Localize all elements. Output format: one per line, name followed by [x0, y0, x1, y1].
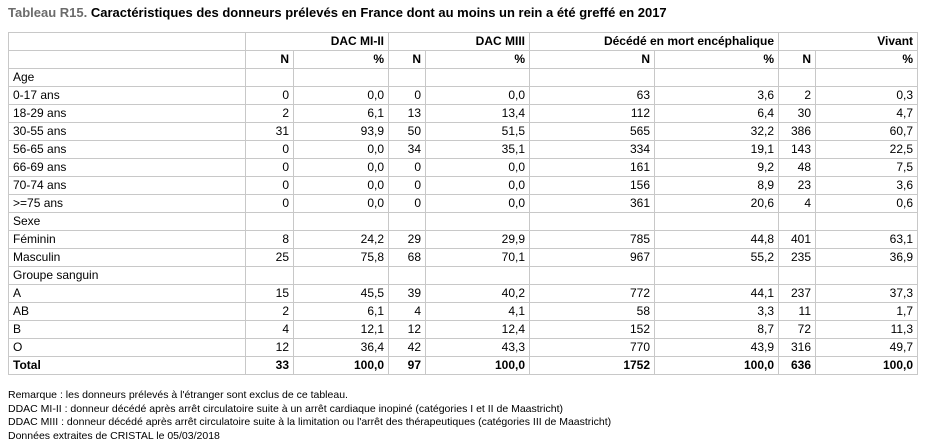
row-label: >=75 ans — [9, 195, 246, 213]
percent-cell: 29,9 — [426, 231, 530, 249]
count-cell: 636 — [779, 357, 816, 375]
percent-cell: 0,0 — [294, 195, 389, 213]
empty-cell — [246, 267, 294, 285]
row-label: Groupe sanguin — [9, 267, 246, 285]
percent-cell: 6,1 — [294, 303, 389, 321]
row-label: Sexe — [9, 213, 246, 231]
percent-cell: 43,9 — [655, 339, 779, 357]
empty-cell — [530, 267, 655, 285]
count-cell: 0 — [389, 177, 426, 195]
percent-cell: 44,1 — [655, 285, 779, 303]
count-cell: 63 — [530, 87, 655, 105]
count-cell: 39 — [389, 285, 426, 303]
percent-cell: 51,5 — [426, 123, 530, 141]
count-cell: 23 — [779, 177, 816, 195]
table-number: Tableau R15. — [8, 5, 88, 20]
percent-cell: 24,2 — [294, 231, 389, 249]
percent-cell: 7,5 — [816, 159, 918, 177]
row-label: B — [9, 321, 246, 339]
count-cell: 316 — [779, 339, 816, 357]
percent-cell: 0,0 — [426, 195, 530, 213]
subheader-pct: % — [655, 51, 779, 69]
count-cell: 0 — [246, 141, 294, 159]
percent-cell: 6,4 — [655, 105, 779, 123]
count-cell: 33 — [246, 357, 294, 375]
table-row — [9, 195, 918, 213]
count-cell: 770 — [530, 339, 655, 357]
table-row — [9, 87, 918, 105]
empty-cell — [779, 267, 816, 285]
group-header-vivant: Vivant — [779, 33, 918, 51]
percent-cell: 3,6 — [655, 87, 779, 105]
empty-cell — [655, 213, 779, 231]
table-row — [9, 123, 918, 141]
percent-cell: 13,4 — [426, 105, 530, 123]
empty-cell — [426, 213, 530, 231]
footnote-ddac-mi-ii: DDAC MI-II : donneur décédé après arrêt circulatoire suite à un arrêt cardiaque inopiné (catégories I et II de Maastricht) — [8, 402, 564, 415]
count-cell: 12 — [246, 339, 294, 357]
count-cell: 12 — [389, 321, 426, 339]
percent-cell: 0,0 — [294, 159, 389, 177]
row-label: Féminin — [9, 231, 246, 249]
percent-cell: 0,0 — [426, 87, 530, 105]
group-header-mort-encephalique: Décédé en mort encéphalique — [530, 33, 779, 51]
count-cell: 68 — [389, 249, 426, 267]
percent-cell: 100,0 — [294, 357, 389, 375]
empty-cell — [389, 267, 426, 285]
count-cell: 772 — [530, 285, 655, 303]
table-caption: Caractéristiques des donneurs prélevés en France dont au moins un rein a été greffé en 2017 — [90, 5, 667, 20]
table-row — [9, 105, 918, 123]
percent-cell: 6,1 — [294, 105, 389, 123]
row-label: A — [9, 285, 246, 303]
percent-cell: 0,0 — [426, 177, 530, 195]
count-cell: 0 — [246, 177, 294, 195]
donor-table — [8, 32, 918, 375]
percent-cell: 93,9 — [294, 123, 389, 141]
percent-cell: 70,1 — [426, 249, 530, 267]
table-row — [9, 141, 918, 159]
empty-cell — [294, 69, 389, 87]
row-label: 30-55 ans — [9, 123, 246, 141]
percent-cell: 22,5 — [816, 141, 918, 159]
group-header-dac-miii: DAC MIII — [389, 33, 530, 51]
percent-cell: 0,0 — [426, 159, 530, 177]
empty-cell — [530, 213, 655, 231]
empty-cell — [389, 69, 426, 87]
percent-cell: 32,2 — [655, 123, 779, 141]
row-label: AB — [9, 303, 246, 321]
subheader-pct: % — [816, 51, 918, 69]
subheader-row — [9, 51, 918, 69]
count-cell: 13 — [389, 105, 426, 123]
count-cell: 4 — [246, 321, 294, 339]
table-row — [9, 339, 918, 357]
percent-cell: 0,0 — [294, 177, 389, 195]
percent-cell: 12,4 — [426, 321, 530, 339]
percent-cell: 20,6 — [655, 195, 779, 213]
count-cell: 565 — [530, 123, 655, 141]
corner-cell — [9, 33, 246, 51]
table-body — [9, 33, 918, 375]
count-cell: 29 — [389, 231, 426, 249]
count-cell: 361 — [530, 195, 655, 213]
count-cell: 2 — [246, 105, 294, 123]
row-label: 56-65 ans — [9, 141, 246, 159]
empty-cell — [816, 267, 918, 285]
percent-cell: 4,1 — [426, 303, 530, 321]
empty-cell — [426, 69, 530, 87]
count-cell: 8 — [246, 231, 294, 249]
percent-cell: 49,7 — [816, 339, 918, 357]
section-row — [9, 267, 918, 285]
percent-cell: 0,3 — [816, 87, 918, 105]
count-cell: 156 — [530, 177, 655, 195]
table-row — [9, 303, 918, 321]
empty-cell — [655, 69, 779, 87]
count-cell: 31 — [246, 123, 294, 141]
count-cell: 42 — [389, 339, 426, 357]
percent-cell: 100,0 — [655, 357, 779, 375]
percent-cell: 100,0 — [816, 357, 918, 375]
corner-cell — [9, 51, 246, 69]
percent-cell: 63,1 — [816, 231, 918, 249]
percent-cell: 4,7 — [816, 105, 918, 123]
count-cell: 34 — [389, 141, 426, 159]
row-label: 66-69 ans — [9, 159, 246, 177]
count-cell: 25 — [246, 249, 294, 267]
percent-cell: 44,8 — [655, 231, 779, 249]
section-row — [9, 213, 918, 231]
count-cell: 30 — [779, 105, 816, 123]
percent-cell: 60,7 — [816, 123, 918, 141]
percent-cell: 9,2 — [655, 159, 779, 177]
count-cell: 112 — [530, 105, 655, 123]
empty-cell — [530, 69, 655, 87]
empty-cell — [779, 213, 816, 231]
count-cell: 1752 — [530, 357, 655, 375]
empty-cell — [246, 69, 294, 87]
count-cell: 235 — [779, 249, 816, 267]
empty-cell — [816, 69, 918, 87]
empty-cell — [655, 267, 779, 285]
empty-cell — [779, 69, 816, 87]
count-cell: 0 — [389, 159, 426, 177]
count-cell: 0 — [246, 195, 294, 213]
subheader-n: N — [530, 51, 655, 69]
percent-cell: 36,9 — [816, 249, 918, 267]
count-cell: 2 — [779, 87, 816, 105]
subheader-pct: % — [294, 51, 389, 69]
percent-cell: 37,3 — [816, 285, 918, 303]
count-cell: 4 — [389, 303, 426, 321]
subheader-n: N — [779, 51, 816, 69]
percent-cell: 8,7 — [655, 321, 779, 339]
count-cell: 2 — [246, 303, 294, 321]
footnote-remark: Remarque : les donneurs prélevés à l'étranger sont exclus de ce tableau. — [8, 389, 348, 401]
count-cell: 152 — [530, 321, 655, 339]
percent-cell: 100,0 — [426, 357, 530, 375]
empty-cell — [294, 267, 389, 285]
row-label: 0-17 ans — [9, 87, 246, 105]
section-row — [9, 69, 918, 87]
row-label: Age — [9, 69, 246, 87]
table-row — [9, 231, 918, 249]
subheader-n: N — [389, 51, 426, 69]
count-cell: 386 — [779, 123, 816, 141]
percent-cell: 55,2 — [655, 249, 779, 267]
row-label: O — [9, 339, 246, 357]
total-row — [9, 357, 918, 375]
row-label: Masculin — [9, 249, 246, 267]
row-label: 70-74 ans — [9, 177, 246, 195]
count-cell: 15 — [246, 285, 294, 303]
count-cell: 4 — [779, 195, 816, 213]
table-row — [9, 285, 918, 303]
subheader-pct: % — [426, 51, 530, 69]
empty-cell — [246, 213, 294, 231]
percent-cell: 45,5 — [294, 285, 389, 303]
row-label: 18-29 ans — [9, 105, 246, 123]
table-row — [9, 249, 918, 267]
percent-cell: 36,4 — [294, 339, 389, 357]
table-row — [9, 159, 918, 177]
count-cell: 72 — [779, 321, 816, 339]
table-row — [9, 321, 918, 339]
empty-cell — [426, 267, 530, 285]
count-cell: 48 — [779, 159, 816, 177]
count-cell: 0 — [246, 159, 294, 177]
count-cell: 0 — [246, 87, 294, 105]
percent-cell: 0,6 — [816, 195, 918, 213]
count-cell: 0 — [389, 195, 426, 213]
count-cell: 143 — [779, 141, 816, 159]
subheader-n: N — [246, 51, 294, 69]
empty-cell — [389, 213, 426, 231]
footnotes — [8, 389, 611, 443]
count-cell: 11 — [779, 303, 816, 321]
percent-cell: 35,1 — [426, 141, 530, 159]
count-cell: 58 — [530, 303, 655, 321]
table-title — [8, 5, 667, 20]
empty-cell — [816, 213, 918, 231]
count-cell: 237 — [779, 285, 816, 303]
row-label: Total — [9, 357, 246, 375]
percent-cell: 8,9 — [655, 177, 779, 195]
count-cell: 785 — [530, 231, 655, 249]
percent-cell: 0,0 — [294, 141, 389, 159]
percent-cell: 0,0 — [294, 87, 389, 105]
percent-cell: 12,1 — [294, 321, 389, 339]
percent-cell: 43,3 — [426, 339, 530, 357]
count-cell: 161 — [530, 159, 655, 177]
count-cell: 50 — [389, 123, 426, 141]
group-header-dac-mi-ii: DAC MI-II — [246, 33, 389, 51]
count-cell: 97 — [389, 357, 426, 375]
footnote-source: Données extraites de CRISTAL le 05/03/2018 — [8, 429, 220, 442]
group-header-row — [9, 33, 918, 51]
percent-cell: 40,2 — [426, 285, 530, 303]
count-cell: 0 — [389, 87, 426, 105]
count-cell: 967 — [530, 249, 655, 267]
percent-cell: 19,1 — [655, 141, 779, 159]
percent-cell: 75,8 — [294, 249, 389, 267]
percent-cell: 11,3 — [816, 321, 918, 339]
percent-cell: 1,7 — [816, 303, 918, 321]
percent-cell: 3,3 — [655, 303, 779, 321]
count-cell: 401 — [779, 231, 816, 249]
empty-cell — [294, 213, 389, 231]
table-row — [9, 177, 918, 195]
count-cell: 334 — [530, 141, 655, 159]
footnote-ddac-miii: DDAC MIII : donneur décédé après arrêt circulatoire suite à la limitation ou l'arrêt des thérapeutiques (catégories III de Maastricht) — [8, 416, 612, 428]
percent-cell: 3,6 — [816, 177, 918, 195]
